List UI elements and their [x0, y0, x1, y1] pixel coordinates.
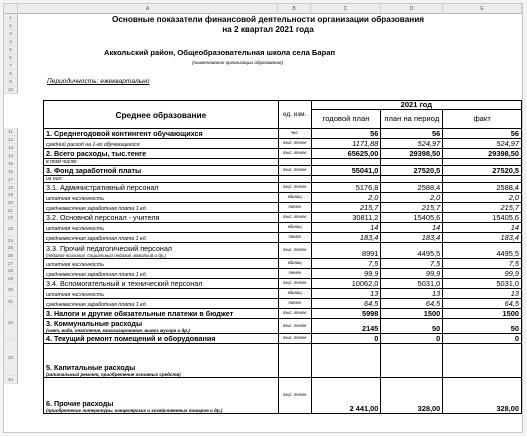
row-header[interactable]: 33	[4, 340, 18, 376]
row-label-text: 2. Всего расходы, тыс.тенге	[46, 149, 147, 158]
header-unit: ед. изм.	[278, 101, 311, 129]
row-label-text: в том числе:	[46, 159, 78, 165]
cell-d[interactable]	[381, 159, 443, 166]
header-year: 2021 год	[311, 101, 521, 110]
row-header[interactable]: 17	[4, 175, 18, 184]
row-label[interactable]	[44, 289, 279, 299]
cell-c[interactable]: 14	[311, 223, 381, 233]
cell-d[interactable]: 15405,6	[381, 213, 443, 223]
row-label-text: средний расход на 1-го обучающегося	[46, 142, 140, 148]
table-row	[44, 378, 522, 414]
row-header[interactable]: 23	[4, 221, 18, 237]
row-unit[interactable]	[278, 344, 311, 378]
table-row	[44, 149, 522, 159]
cell-e[interactable]	[443, 159, 522, 166]
row-unit[interactable]: тенге	[278, 203, 311, 213]
row-label-text: 6. Прочие расходы	[46, 399, 114, 408]
row-label-note: (свет, вода, отопление, канализирование, вывоз мусора и др.)	[46, 328, 190, 333]
table-row	[44, 129, 522, 139]
column-header-b[interactable]: B	[278, 4, 311, 14]
row-label[interactable]	[44, 213, 279, 223]
cell-c[interactable]: 2,0	[311, 193, 381, 203]
row-label[interactable]	[44, 269, 279, 279]
row-label-text: 1. Среднегодовой контингент обучающихся	[46, 129, 203, 138]
row-label-note: (капитальный ремонт, приобретение основных средств)	[46, 372, 181, 377]
row-header[interactable]: 12	[4, 136, 18, 144]
row-unit[interactable]: тенге	[278, 299, 311, 309]
cell-c[interactable]: 10062,0	[311, 279, 381, 289]
table-row	[44, 223, 522, 233]
row-header[interactable]: 13	[4, 144, 18, 152]
cell-e[interactable]: 13	[443, 289, 522, 299]
table-row	[44, 203, 522, 213]
row-unit[interactable]	[278, 176, 311, 183]
row-unit[interactable]: единиц	[278, 289, 311, 299]
table-row	[44, 139, 522, 149]
cell-d[interactable]: 5031,0	[381, 279, 443, 289]
row-label[interactable]	[44, 299, 279, 309]
row-unit[interactable]: тыс. тенге	[278, 279, 311, 289]
row-label-text: 3. Фонд заработной платы	[46, 166, 142, 175]
report-title-line2: на 2 квартал 2021 года	[222, 25, 314, 34]
row-label-text: 5. Капитальные расходы	[46, 363, 136, 372]
periodicity-label: Периодичность: ежеквартально	[47, 78, 150, 85]
row-label[interactable]	[44, 183, 279, 193]
row-unit[interactable]: тенге	[278, 269, 311, 279]
cell-e[interactable]	[443, 176, 522, 183]
row-label-text: 3.2. Основной персонал - учителя	[46, 213, 160, 222]
row-header[interactable]: 11	[4, 128, 18, 136]
row-label[interactable]	[44, 139, 279, 149]
row-unit[interactable]	[278, 159, 311, 166]
table-row	[44, 334, 522, 344]
row-header[interactable]: 26	[4, 251, 18, 260]
row-label[interactable]	[44, 309, 279, 319]
cell-d[interactable]: 1500	[381, 309, 443, 319]
cell-d[interactable]: 29398,50	[381, 149, 443, 159]
table-row	[44, 159, 522, 166]
row-label[interactable]	[44, 344, 279, 378]
column-header-c[interactable]: C	[311, 4, 381, 14]
row-header[interactable]: 1	[4, 14, 18, 22]
cell-e[interactable]: 64,5	[443, 299, 522, 309]
row-header[interactable]: 8	[4, 70, 18, 78]
organization-name: Аккольский район, Общеобразовательная школа села Барап	[104, 48, 336, 57]
cell-d[interactable]: 27520,5	[381, 166, 443, 176]
table-row	[44, 193, 522, 203]
row-header[interactable]: 21	[4, 207, 18, 214]
row-header[interactable]: 24	[4, 237, 18, 244]
row-header[interactable]: 32	[4, 306, 18, 340]
cell-c[interactable]: 0	[311, 334, 381, 344]
row-label[interactable]	[44, 233, 279, 243]
cell-d[interactable]	[381, 176, 443, 183]
row-header[interactable]: 6	[4, 54, 18, 62]
row-label-text: среднемесячная заработная плата 1 ед.	[46, 302, 148, 308]
row-label[interactable]	[44, 159, 279, 166]
row-label[interactable]	[44, 334, 279, 344]
cell-d[interactable]: 524,97	[381, 139, 443, 149]
cell-d[interactable]: 7,5	[381, 259, 443, 269]
cell-e[interactable]: 27520,5	[443, 166, 522, 176]
table-row	[44, 309, 522, 319]
table-row	[44, 344, 522, 378]
header-annual-plan: годовой план	[311, 110, 381, 129]
cell-c[interactable]: 55041,0	[311, 166, 381, 176]
row-label-text: штатная численность	[46, 196, 104, 202]
row-header[interactable]: 20	[4, 198, 18, 207]
row-header[interactable]: 31	[4, 297, 18, 306]
row-label-text: среднемесячная заработная плата 1 ед.	[46, 272, 148, 278]
row-header[interactable]: 16	[4, 168, 18, 175]
row-label-text: 3.4. Вспомогательный и технический персонал	[46, 279, 203, 288]
cell-d[interactable]: 14	[381, 223, 443, 233]
cell-c[interactable]	[311, 159, 381, 166]
row-header[interactable]: 4	[4, 38, 18, 46]
cell-d[interactable]: 99,9	[381, 269, 443, 279]
table-row	[44, 183, 522, 193]
row-unit[interactable]: тыс. тенге	[278, 149, 311, 159]
finance-table	[43, 100, 522, 414]
report-title-line1: Основные показатели финансовой деятельности организации образования	[111, 15, 425, 24]
cell-e[interactable]: 2588,4	[443, 183, 522, 193]
cell-d[interactable]: 4495,5	[381, 243, 443, 259]
column-header-d[interactable]: D	[381, 4, 443, 14]
row-unit[interactable]: единиц	[278, 259, 311, 269]
row-header[interactable]: 22	[4, 214, 18, 221]
cell-c[interactable]: 215,7	[311, 203, 381, 213]
row-label[interactable]	[44, 166, 279, 176]
cell-d[interactable]: 183,4	[381, 233, 443, 243]
row-header[interactable]: 3	[4, 30, 18, 38]
cell-e[interactable]: 56	[443, 129, 522, 139]
cell-d[interactable]: 50	[381, 319, 443, 334]
row-unit[interactable]: тенге	[278, 233, 311, 243]
row-label[interactable]	[44, 279, 279, 289]
cell-e[interactable]: 4495,5	[443, 243, 522, 259]
cell-d[interactable]: 215,7	[381, 203, 443, 213]
row-label[interactable]	[44, 319, 279, 334]
row-header[interactable]: 28	[4, 267, 18, 274]
cell-e[interactable]: 524,97	[443, 139, 522, 149]
cell-e[interactable]: 2,0	[443, 193, 522, 203]
table-row	[44, 319, 522, 334]
row-label[interactable]	[44, 378, 279, 414]
cell-c[interactable]: 56	[311, 129, 381, 139]
cell-c[interactable]: 30811,2	[311, 213, 381, 223]
cell-e[interactable]: 7,5	[443, 259, 522, 269]
row-label-text: из них:	[46, 176, 63, 182]
row-label-text: 3. Коммунальные расходы	[46, 319, 143, 328]
cell-c[interactable]: 65625,00	[311, 149, 381, 159]
row-unit[interactable]: тыс. тенге	[278, 166, 311, 176]
row-unit[interactable]: тыс. тенге	[278, 319, 311, 334]
row-label[interactable]	[44, 243, 279, 259]
table-row	[44, 233, 522, 243]
column-header-a[interactable]: A	[18, 4, 278, 14]
cell-d[interactable]: 328,00	[381, 378, 443, 414]
row-unit[interactable]: единиц	[278, 223, 311, 233]
organization-caption: (наименование организации образования)	[192, 60, 284, 65]
row-label-text: среднемесячная заработная плата 1 ед.	[46, 206, 148, 212]
header-fact: факт	[443, 110, 522, 129]
table-row	[44, 269, 522, 279]
cell-c[interactable]: 1171,88	[311, 139, 381, 149]
column-header-corner[interactable]	[4, 4, 18, 14]
cell-e[interactable]: 99,9	[443, 269, 522, 279]
row-label-text: штатная численность	[46, 292, 104, 298]
table-row	[44, 176, 522, 183]
row-label[interactable]	[44, 223, 279, 233]
row-label-text: штатная численность	[46, 226, 104, 232]
row-unit[interactable]: тыс. тенге	[278, 378, 311, 414]
cell-c[interactable]	[311, 344, 381, 378]
cell-c[interactable]: 64,5	[311, 299, 381, 309]
cell-e[interactable]: 1500	[443, 309, 522, 319]
cell-e[interactable]: 50	[443, 319, 522, 334]
row-unit[interactable]: тыс. тенге	[278, 243, 311, 259]
row-unit[interactable]: тыс. тенге	[278, 334, 311, 344]
cell-c[interactable]: 2 441,00	[311, 378, 381, 414]
row-header[interactable]: 2	[4, 22, 18, 30]
row-label-text: 3.1. Административный персонал	[46, 183, 159, 192]
row-label[interactable]	[44, 203, 279, 213]
cell-d[interactable]: 64,5	[381, 299, 443, 309]
row-header[interactable]: 10	[4, 86, 18, 94]
row-label[interactable]	[44, 176, 279, 183]
row-unit[interactable]: тыс. тенге	[278, 309, 311, 319]
row-header[interactable]: 7	[4, 62, 18, 70]
row-header[interactable]: 25	[4, 244, 18, 251]
cell-e[interactable]: 14	[443, 223, 522, 233]
row-label[interactable]	[44, 129, 279, 139]
row-unit[interactable]: тыс. тенге	[278, 139, 311, 149]
row-label-text: штатная численность	[46, 262, 104, 268]
cell-d[interactable]: 2588,4	[381, 183, 443, 193]
row-unit[interactable]: тыс. тенге	[278, 213, 311, 223]
cell-d[interactable]: 13	[381, 289, 443, 299]
cell-e[interactable]: 328,00	[443, 378, 522, 414]
table-row	[44, 259, 522, 269]
cell-e[interactable]	[443, 344, 522, 378]
spreadsheet	[3, 3, 523, 433]
row-header[interactable]: 27	[4, 260, 18, 267]
row-header[interactable]: 19	[4, 191, 18, 198]
row-label[interactable]	[44, 193, 279, 203]
row-header[interactable]: 14	[4, 152, 18, 159]
row-header[interactable]: 5	[4, 46, 18, 54]
report-title	[18, 15, 518, 35]
table-row	[44, 166, 522, 176]
cell-c[interactable]: 5176,8	[311, 183, 381, 193]
row-header[interactable]: 34	[4, 376, 18, 384]
cell-c[interactable]: 8991	[311, 243, 381, 259]
table-row	[44, 243, 522, 259]
cell-e[interactable]: 29398,50	[443, 149, 522, 159]
row-label-text: 3.3. Прочий педагогический персонал	[46, 244, 173, 253]
table-row	[44, 299, 522, 309]
header-period-plan: план на период	[381, 110, 443, 129]
cell-d[interactable]: 2,0	[381, 193, 443, 203]
cell-d[interactable]	[381, 344, 443, 378]
row-header[interactable]: 30	[4, 283, 18, 297]
row-header[interactable]: 18	[4, 184, 18, 191]
row-label-note: (педагог-психолог, социальный педагог, вожатый и др.)	[46, 253, 166, 258]
row-unit[interactable]: единиц	[278, 193, 311, 203]
cell-d[interactable]: 0	[381, 334, 443, 344]
cell-e[interactable]: 0	[443, 334, 522, 344]
row-header[interactable]: 9	[4, 78, 18, 86]
table-row	[44, 213, 522, 223]
table-row	[44, 279, 522, 289]
cell-c[interactable]	[311, 176, 381, 183]
cell-e[interactable]: 15405,6	[443, 213, 522, 223]
cell-c[interactable]: 99,9	[311, 269, 381, 279]
cell-c[interactable]: 183,4	[311, 233, 381, 243]
row-label[interactable]	[44, 149, 279, 159]
row-label[interactable]	[44, 259, 279, 269]
cell-c[interactable]: 7,5	[311, 259, 381, 269]
column-header-e[interactable]: E	[443, 4, 522, 14]
cell-c[interactable]: 13	[311, 289, 381, 299]
cell-d[interactable]: 56	[381, 129, 443, 139]
cell-e[interactable]: 215,7	[443, 203, 522, 213]
row-label-text: 3. Налоги и другие обязательные платежи в бюджет	[46, 309, 234, 318]
cell-c[interactable]: 2145	[311, 319, 381, 334]
cell-c[interactable]: 5998	[311, 309, 381, 319]
table-row	[44, 289, 522, 299]
row-unit[interactable]: чел.	[278, 129, 311, 139]
cell-e[interactable]: 183,4	[443, 233, 522, 243]
row-label-text: среднемесячная заработная плата 1 ед.	[46, 236, 148, 242]
row-label-text: 4. Текущий ремонт помещений и оборудования	[46, 334, 216, 343]
row-unit[interactable]: тыс. тенге	[278, 183, 311, 193]
row-header[interactable]: 29	[4, 274, 18, 283]
cell-e[interactable]: 5031,0	[443, 279, 522, 289]
row-label-note: (приобретение литературы, канцелярских и хозяйственных товаров и др.)	[46, 408, 223, 413]
header-section: Среднее образование	[44, 101, 279, 129]
row-header[interactable]: 15	[4, 159, 18, 168]
